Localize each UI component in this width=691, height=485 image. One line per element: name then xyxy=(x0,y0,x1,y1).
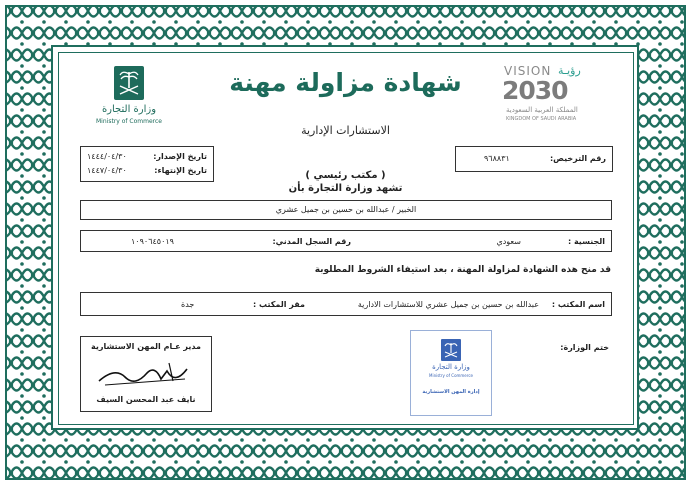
vision-arabic-word: رؤيـة xyxy=(558,64,581,77)
ministry-name-ar: وزارة التجارة xyxy=(101,104,157,115)
nationality-value: سعودي xyxy=(496,237,521,246)
signatory-name: نايف عبد المحسن السيف xyxy=(96,395,196,404)
nationality-label: الجنسية : xyxy=(567,237,605,246)
stamp-department: إدارة المهن الاستشارية xyxy=(422,389,480,395)
vision-year: 2030 xyxy=(502,76,568,105)
license-number-value: ٩٦٨٨٣١ xyxy=(484,154,510,163)
license-number-label: رقم الترخيص: xyxy=(549,154,606,163)
certificate-subtitle: الاستشارات الإدارية xyxy=(301,124,390,137)
vision-kingdom-en: KINGDOM OF SAUDI ARABIA xyxy=(506,116,577,122)
office-name-value: عبدالله بن حسين بن جميل عشري للاستشارات الادارية xyxy=(357,300,539,309)
ministry-stamp xyxy=(410,330,492,416)
expiry-date-value: ١٤٤٧/٠٤/٣٠ xyxy=(87,166,127,175)
issue-date-value: ١٤٤٤/٠٤/٣٠ xyxy=(87,152,127,161)
office-hq-value: جدة xyxy=(181,300,195,309)
civil-id-label: رقم السجل المدني: xyxy=(272,237,351,246)
stamp-ministry-ar: وزارة التجارة xyxy=(432,363,470,371)
signature-box xyxy=(80,336,212,412)
certificate-title: شهادة مزاولة مهنة xyxy=(229,68,462,97)
expiry-date-label: تاريخ الإنتهاء: xyxy=(154,166,207,175)
holder-name-box xyxy=(80,200,612,220)
stamp-ministry-en: Ministry of Commerce xyxy=(429,373,473,378)
handwritten-signature-icon xyxy=(95,359,195,389)
civil-id-value: ١٠٩٠٦٤٥٠١٩ xyxy=(131,237,174,246)
vision-word: VISION xyxy=(504,64,552,78)
identity-box xyxy=(80,230,612,252)
issue-date-label: تاريخ الإصدار: xyxy=(153,152,207,161)
license-number-box xyxy=(455,146,613,172)
ministry-seal-label: ختم الوزارة: xyxy=(560,343,609,352)
signatory-title: مدير عـام المهن الاستشارية xyxy=(90,342,201,351)
office-hq-label: مقر المكتب : xyxy=(253,300,305,309)
stamp-emblem-icon xyxy=(441,339,461,361)
grant-text: قد منح هذه الشهادة لمزاولة المهنة ، بعد استيفاء الشروط المطلوبة xyxy=(314,265,611,275)
vision-kingdom-ar: المملكة العربية السعودية xyxy=(506,106,578,114)
office-name-label: اسم المكتب : xyxy=(551,300,605,309)
office-details-box xyxy=(80,292,612,316)
office-type: ( مكتب رئيسي ) xyxy=(305,170,386,181)
holder-name: الخبير / عبدالله بن حسين بن جميل عشري xyxy=(275,205,417,214)
ministry-name-en: Ministry of Commerce xyxy=(96,118,162,125)
ministry-attests-text: تشهد وزارة التجارة بأن xyxy=(288,183,403,194)
